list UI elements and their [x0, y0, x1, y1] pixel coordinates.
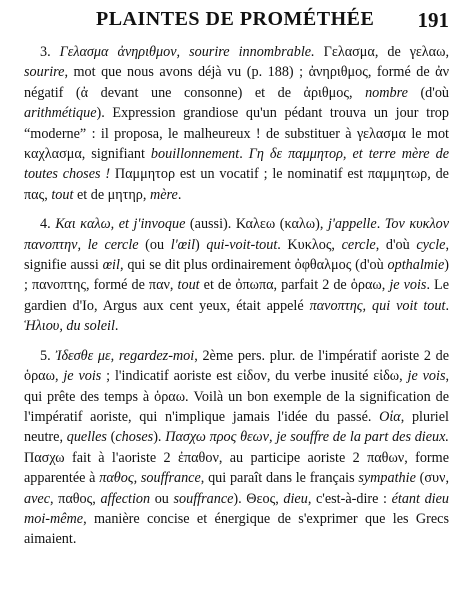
text-run: ) ; πανοπτης, formé de παν,: [24, 257, 450, 294]
text-run: et de ὀπωπα, parfait 2 de ὁραω,: [199, 277, 390, 294]
text-run: (συν,: [415, 470, 449, 487]
text-run: ou: [150, 490, 174, 507]
italic-text-run: je vois: [389, 277, 427, 294]
italic-text-run: sympathie: [358, 470, 416, 487]
page-header: [96, 8, 449, 36]
text-run: ). Θεος,: [233, 490, 284, 507]
italic-text-run: παθος, souffrance: [99, 470, 201, 487]
italic-text-run: je vois: [63, 368, 102, 385]
page-number: 191: [417, 8, 449, 32]
italic-text-run: Γελασμα ἀνηριθμον, sourire innombrable.: [50, 44, 315, 60]
italic-text-run: Τον κυκλον πανοπτην, le cercle: [24, 216, 449, 253]
text-run: ; l'indicatif aoriste est εἰδον, du verbe inusité εἰδω,: [101, 368, 408, 385]
text-run: .: [376, 216, 385, 233]
italic-text-run: bouillonnement: [150, 146, 240, 163]
text-run: Γελασμα, de γελαω,: [314, 44, 449, 60]
italic-text-run: qui-voit-tout: [206, 236, 278, 253]
italic-text-run: arithmétique: [24, 105, 97, 122]
italic-text-run: souffrance: [173, 490, 234, 507]
text-run: Παμμητορ est un vocatif ; le nominatif est παμμητωρ, de πας,: [24, 166, 449, 203]
italic-text-run: cercle: [341, 236, 376, 253]
italic-text-run: étant dieu moi-même: [24, 490, 450, 527]
italic-text-run: cycle: [416, 236, 446, 253]
text-run: (aussi). Καλεω (καλω),: [185, 216, 328, 233]
italic-text-run: mère: [149, 186, 178, 203]
note-paragraph-3: [24, 42, 449, 205]
italic-text-run: Ἡλιου, du soleil: [24, 318, 115, 335]
italic-text-run: tout: [51, 186, 74, 203]
note-number: 3.: [40, 44, 51, 60]
note-paragraph-5: [24, 346, 449, 550]
text-run: , qui se dit plus ordinairement ὀφθαλμος (d'où: [119, 257, 388, 274]
text-run: , signifie aussi: [24, 236, 449, 274]
text-run: ). Expression grandiose qu'un pédant trouva un jour trop “moderne” : il proposa, le malheureux ! de substituer à γελασμα le mot καχλασμα, signifiant: [24, 105, 449, 163]
note-number: 5.: [40, 347, 51, 364]
running-title: PLAINTES DE PROMÉTHÉE: [96, 8, 375, 30]
text-run: , qui prête des temps à ὁραω. Voilà un bon exemple de la signification de l'impératif aoriste, qui n'implique jamais l'idée du passé.: [24, 368, 450, 425]
text-run: .: [239, 146, 249, 163]
text-run: , manière concise et énergique de s'exprimer que les Grecs aimaient.: [24, 510, 449, 548]
italic-text-run: choses: [115, 429, 154, 446]
text-run: , c'est-à-dire :: [307, 490, 392, 507]
text-run: , mot que nous avons déjà vu (p. 188) ; ἀνηριθμος, formé de ἀν négatif (ἀ devant une consonne) et de ἀριθμος,: [24, 64, 449, 101]
text-run: , qui paraît dans le français: [200, 470, 359, 487]
text-run: (ou: [138, 236, 171, 253]
text-run: , παθος,: [50, 490, 101, 507]
text-run: .: [445, 297, 449, 314]
italic-text-run: dieu: [283, 490, 308, 507]
notes-body: [24, 42, 449, 550]
italic-text-run: j'appelle: [327, 216, 377, 233]
text-run: Πασχω fait à l'aoriste 2 ἐπαθον, au participe aoriste 2 παθων, forme apparentée à: [24, 449, 449, 487]
text-run: , pluriel neutre,: [24, 408, 449, 446]
italic-text-run: Πασχω προς θεων, je souffre de la part des dieux.: [165, 429, 449, 446]
italic-text-run: Γη δε παμμητορ, et terre mère de toutes choses !: [24, 146, 449, 183]
italic-text-run: quelles: [66, 429, 107, 446]
text-run: (: [106, 429, 116, 446]
text-run: . Le gardien d'Io, Argus aux cent yeux, était appelé: [24, 277, 450, 314]
italic-text-run: tout: [177, 277, 200, 294]
text-run: .: [114, 318, 119, 335]
text-run: (d'où: [407, 84, 450, 101]
italic-text-run: l'œil: [170, 236, 196, 253]
italic-text-run: affection: [100, 490, 151, 507]
note-paragraph-4: [24, 214, 449, 336]
italic-text-run: Ἰδεσθε με, regardez-moi: [50, 347, 195, 364]
italic-text-run: œil: [102, 257, 120, 274]
italic-text-run: Οἱα: [379, 408, 401, 425]
italic-text-run: opthalmie: [387, 257, 445, 274]
text-run: , d'où: [375, 236, 417, 253]
text-run: . Κυκλος,: [277, 236, 342, 253]
text-run: et de μητηρ,: [73, 186, 150, 203]
text-run: .: [177, 186, 182, 203]
italic-text-run: sourire: [24, 64, 65, 81]
note-number: 4.: [40, 216, 51, 233]
italic-text-run: Και καλω, et j'invoque: [50, 216, 186, 233]
text-run: ): [195, 236, 207, 253]
italic-text-run: avec: [24, 490, 50, 507]
italic-text-run: je vois: [407, 368, 446, 385]
text-run: , 2ème pers. plur. de l'impératif aoriste 2 de ὁραω,: [24, 347, 449, 385]
text-run: ).: [153, 429, 166, 446]
italic-text-run: πανοπτης, qui voit tout: [309, 297, 446, 314]
italic-text-run: nombre: [365, 84, 408, 101]
